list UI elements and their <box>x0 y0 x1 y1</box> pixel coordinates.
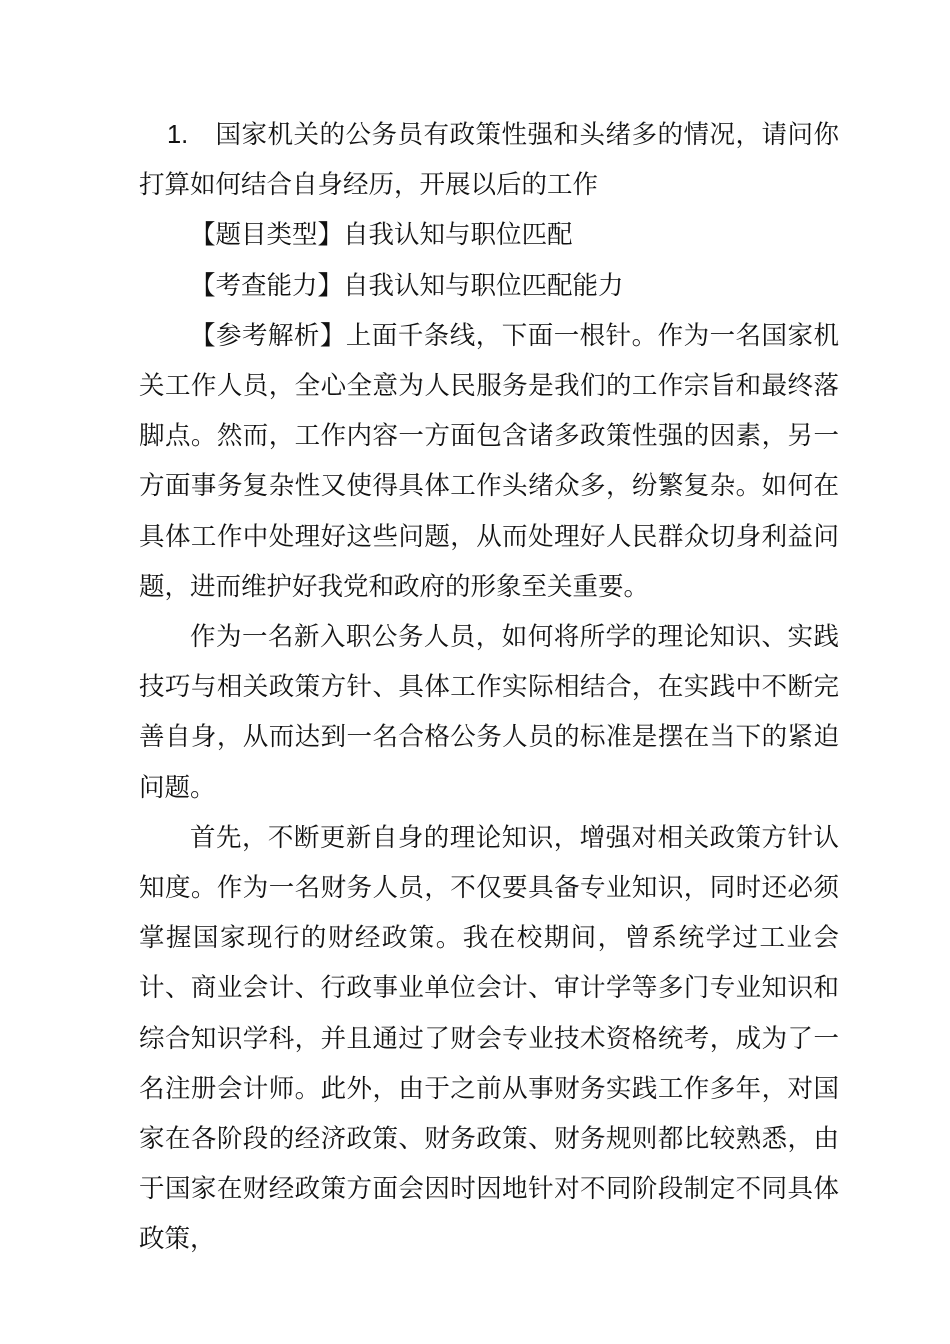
body-paragraph: 首先，不断更新自身的理论知识，增强对相关政策方针认知度。作为一名财务人员，不仅要具备专业知识，同时还必须掌握国家现行的财经政策。我在校期间，曾系统学过工业会计、商业会计、行政事业单位会计、审计学等多门专业知识和综合知识学科，并且通过了财会专业技术资格统考，成为了一名注册会计师。此外，由于之前从事财务实践工作多年，对国家在各阶段的经济政策、财务政策、财务规则都比较熟悉，由于国家在财经政策方面会因时因地针对不同阶段制定不同具体政策， <box>139 822 839 1255</box>
question-paragraph <box>139 110 839 210</box>
body-paragraph: 作为一名新入职公务人员，如何将所学的理论知识、实践技巧与相关政策方针、具体工作实际相结合，在实践中不断完善自身，从而达到一名合格公务人员的标准是摆在当下的紧迫问题。 <box>139 622 839 803</box>
question-number: 1. <box>167 121 189 149</box>
document-body <box>139 110 839 1265</box>
ability-paragraph: 【考查能力】自我认知与职位匹配能力 <box>190 270 624 301</box>
question-text: 国家机关的公务员有政策性强和头绪多的情况，请问你打算如何结合自身经历，开展以后的工作 <box>139 120 839 201</box>
question-type-paragraph: 【题目类型】自我认知与职位匹配 <box>190 220 573 251</box>
analysis-paragraph: 【参考解析】上面千条线，下面一根针。作为一名国家机关工作人员，全心全意为人民服务是我们的工作宗旨和最终落脚点。然而，工作内容一方面包含诸多政策性强的因素，另一方面事务复杂性又使得具体工作头绪众多，纷繁复杂。如何在具体工作中处理好这些问题，从而处理好人民群众切身利益问题，进而维护好我党和政府的形象至关重要。 <box>139 320 839 602</box>
